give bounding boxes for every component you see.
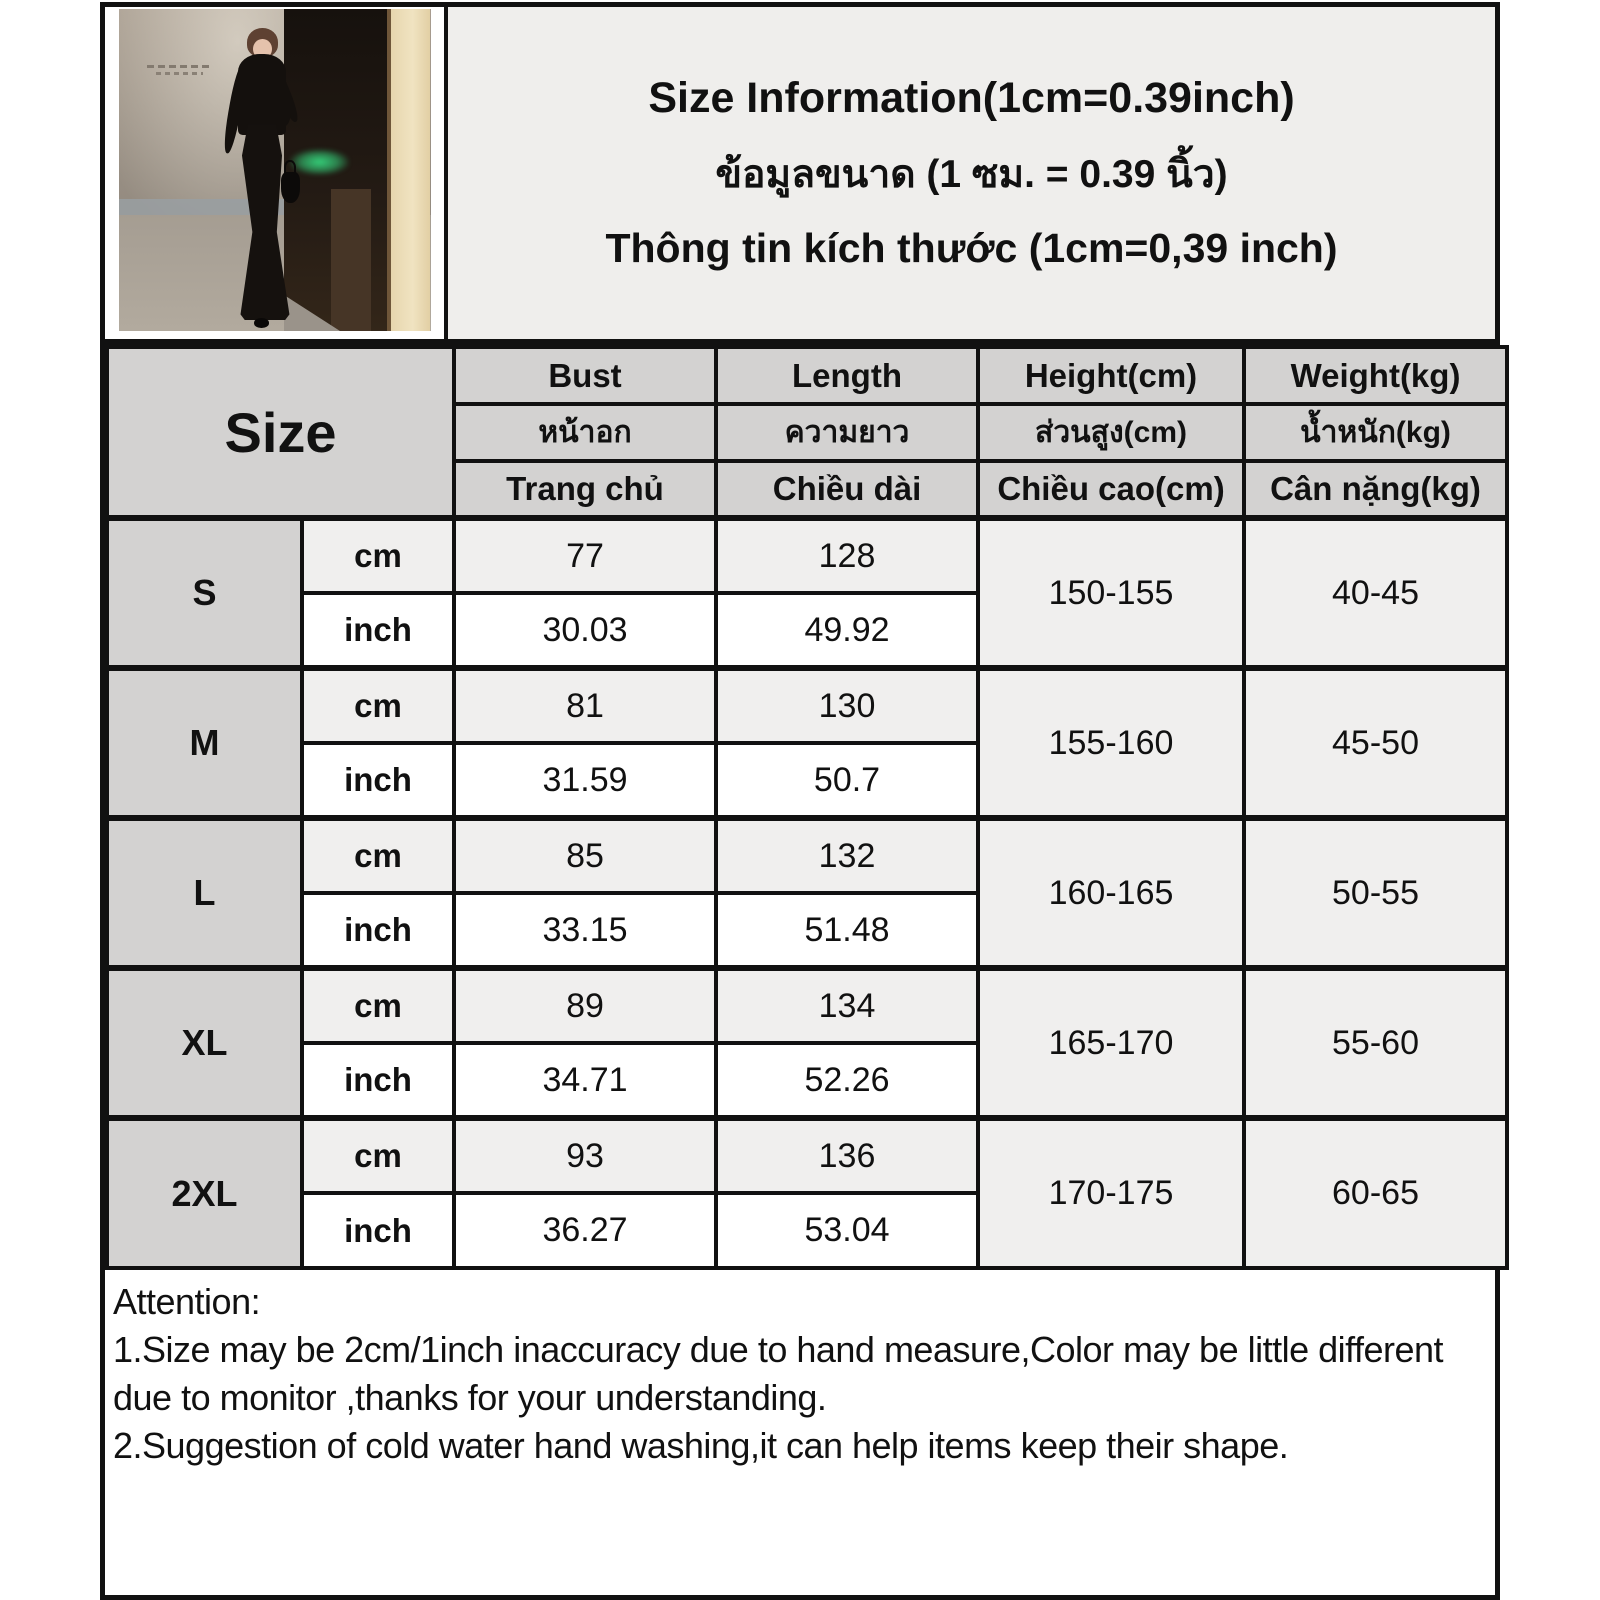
title-thai: ข้อมูลขนาด (1 ซม. = 0.39 นิ้ว) xyxy=(715,153,1228,196)
s-bust-inch: 30.03 xyxy=(454,593,716,668)
size-label-m: M xyxy=(107,668,302,818)
header-weight-vi: Cân nặng(kg) xyxy=(1244,461,1507,518)
header-height-en: Height(cm) xyxy=(978,347,1244,404)
photo-door-panel xyxy=(331,189,372,331)
s-height: 150-155 xyxy=(978,518,1244,668)
header-bust-en: Bust xyxy=(454,347,716,404)
size-chart-frame xyxy=(100,2,1500,1600)
s-length-cm: 128 xyxy=(716,518,978,593)
header-height-th: ส่วนสูง(cm) xyxy=(978,404,1244,461)
attention-note-1: 1.Size may be 2cm/1inch inaccuracy due to hand measure,Color may be little different due to monitor ,thanks for your understanding. xyxy=(113,1329,1444,1418)
title-english: Size Information(1cm=0.39inch) xyxy=(648,74,1295,122)
unit-cm-label: cm xyxy=(302,968,454,1043)
unit-cm-label: cm xyxy=(302,818,454,893)
header-bust-vi: Trang chủ xyxy=(454,461,716,518)
header-bust-th: หน้าอก xyxy=(454,404,716,461)
2xl-height: 170-175 xyxy=(978,1118,1244,1268)
model-handbag xyxy=(281,172,300,203)
unit-inch-label: inch xyxy=(302,743,454,818)
2xl-bust-inch: 36.27 xyxy=(454,1193,716,1268)
size-label-xl: XL xyxy=(107,968,302,1118)
model-dress-skirt xyxy=(225,124,299,320)
header-weight-th: น้ำหนัก(kg) xyxy=(1244,404,1507,461)
l-bust-inch: 33.15 xyxy=(454,893,716,968)
size-label-s: S xyxy=(107,518,302,668)
l-weight: 50-55 xyxy=(1244,818,1507,968)
attention-section xyxy=(105,1270,1495,1595)
unit-inch-label: inch xyxy=(302,893,454,968)
size-label-2xl: 2XL xyxy=(107,1118,302,1268)
l-length-inch: 51.48 xyxy=(716,893,978,968)
2xl-weight: 60-65 xyxy=(1244,1118,1507,1268)
unit-cm-label: cm xyxy=(302,668,454,743)
xl-length-cm: 134 xyxy=(716,968,978,1043)
2xl-length-cm: 136 xyxy=(716,1118,978,1193)
size-table xyxy=(105,345,1509,1270)
xl-length-inch: 52.26 xyxy=(716,1043,978,1118)
unit-inch-label: inch xyxy=(302,1193,454,1268)
header-height-vi: Chiều cao(cm) xyxy=(978,461,1244,518)
header-length-en: Length xyxy=(716,347,978,404)
header-weight-en: Weight(kg) xyxy=(1244,347,1507,404)
photo-wall-text xyxy=(156,72,203,75)
header-length-th: ความยาว xyxy=(716,404,978,461)
product-photo-cell xyxy=(105,7,448,339)
photo-wall-text xyxy=(147,65,213,68)
unit-cm-label: cm xyxy=(302,1118,454,1193)
unit-inch-label: inch xyxy=(302,593,454,668)
s-weight: 40-45 xyxy=(1244,518,1507,668)
unit-inch-label: inch xyxy=(302,1043,454,1118)
s-length-inch: 49.92 xyxy=(716,593,978,668)
xl-bust-inch: 34.71 xyxy=(454,1043,716,1118)
m-height: 155-160 xyxy=(978,668,1244,818)
m-length-cm: 130 xyxy=(716,668,978,743)
header-length-vi: Chiều dài xyxy=(716,461,978,518)
header-section xyxy=(105,7,1495,345)
photo-model-silhouette xyxy=(206,28,318,327)
attention-note-2: 2.Suggestion of cold water hand washing,it can help items keep their shape. xyxy=(113,1425,1289,1466)
xl-weight: 55-60 xyxy=(1244,968,1507,1118)
model-dress-torso xyxy=(238,54,285,135)
l-bust-cm: 85 xyxy=(454,818,716,893)
2xl-length-inch: 53.04 xyxy=(716,1193,978,1268)
model-shoe xyxy=(254,318,269,328)
title-vietnamese: Thông tin kích thước (1cm=0,39 inch) xyxy=(605,225,1338,271)
product-photo xyxy=(119,9,431,331)
attention-heading: Attention: xyxy=(113,1281,261,1322)
m-length-inch: 50.7 xyxy=(716,743,978,818)
photo-cream-wall xyxy=(387,9,431,331)
l-length-cm: 132 xyxy=(716,818,978,893)
m-bust-inch: 31.59 xyxy=(454,743,716,818)
unit-cm-label: cm xyxy=(302,518,454,593)
size-label-l: L xyxy=(107,818,302,968)
m-weight: 45-50 xyxy=(1244,668,1507,818)
2xl-bust-cm: 93 xyxy=(454,1118,716,1193)
s-bust-cm: 77 xyxy=(454,518,716,593)
m-bust-cm: 81 xyxy=(454,668,716,743)
xl-bust-cm: 89 xyxy=(454,968,716,1043)
size-column-header: Size xyxy=(107,347,454,518)
l-height: 160-165 xyxy=(978,818,1244,968)
title-block xyxy=(448,7,1495,339)
xl-height: 165-170 xyxy=(978,968,1244,1118)
